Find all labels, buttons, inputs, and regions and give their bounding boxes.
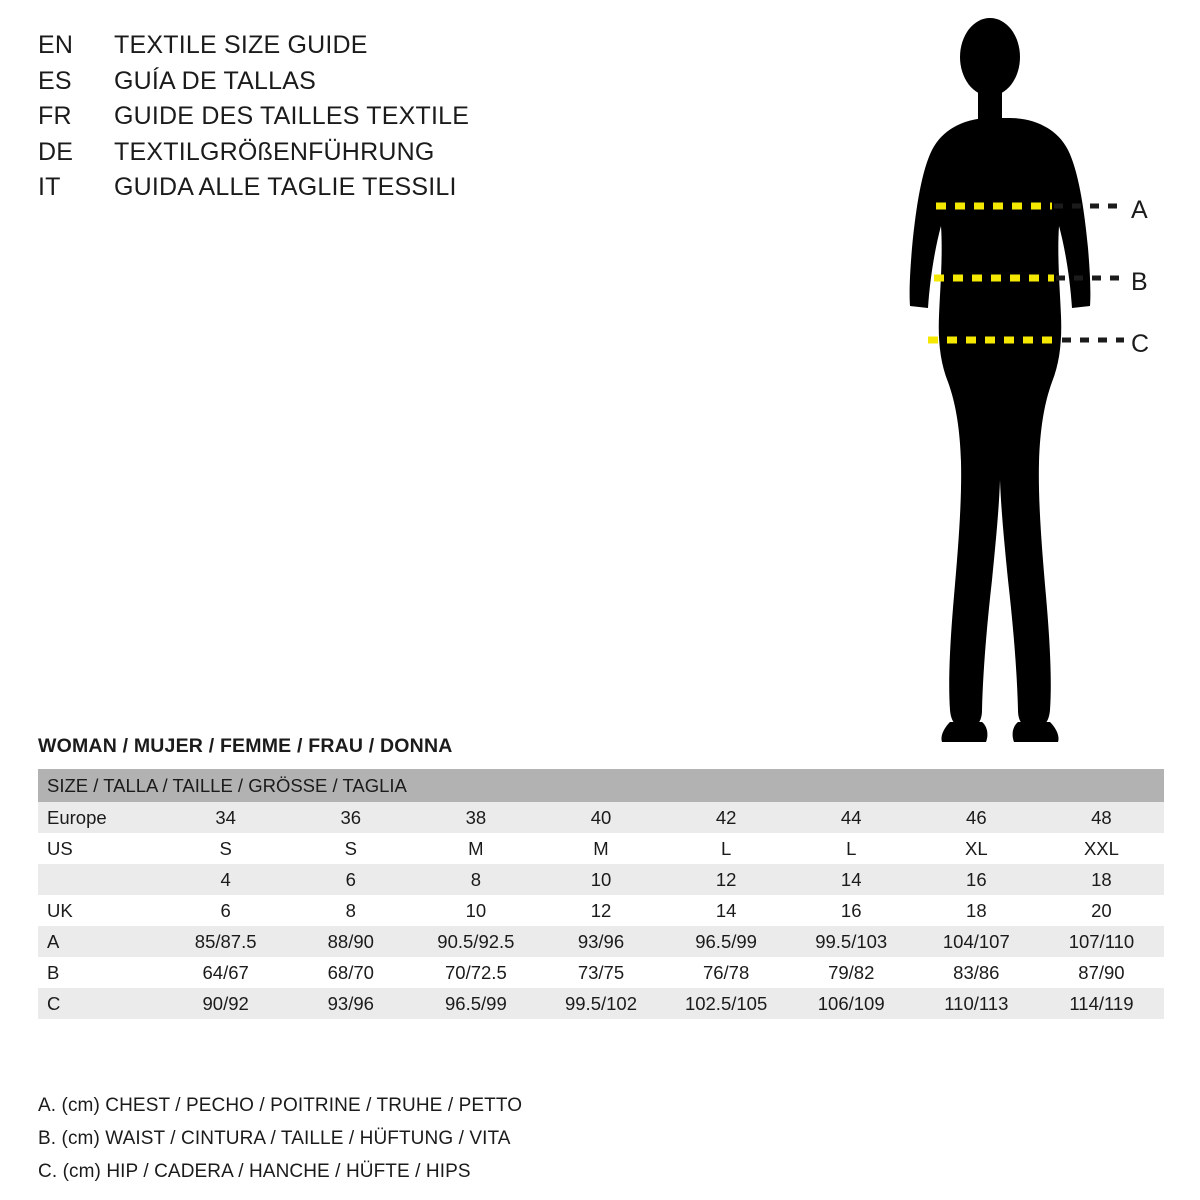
cell: 46: [914, 802, 1039, 833]
cell: 16: [789, 895, 914, 926]
cell: 4: [163, 864, 288, 895]
cell: 6: [288, 864, 413, 895]
cell: 99.5/102: [538, 988, 663, 1019]
table-row: [38, 957, 1164, 988]
footnote-b: B. (cm) WAIST / CINTURA / TAILLE / HÜFTUNG / VITA: [38, 1127, 511, 1149]
cell: 99.5/103: [789, 926, 914, 957]
cell: 68/70: [288, 957, 413, 988]
cell: 110/113: [914, 988, 1039, 1019]
cell: 10: [413, 895, 538, 926]
cell: L: [664, 833, 789, 864]
cell: 90.5/92.5: [413, 926, 538, 957]
title-block: [38, 28, 678, 206]
cell: 8: [413, 864, 538, 895]
cell: 14: [789, 864, 914, 895]
cell: 48: [1039, 802, 1164, 833]
title-row-de: [38, 135, 678, 171]
size-table-section: [38, 735, 1164, 1019]
title-lang-fr: FR: [38, 102, 72, 130]
title-row-it: [38, 170, 678, 206]
title-lang-es: ES: [38, 66, 72, 95]
cell: 90/92: [163, 988, 288, 1019]
cell: 93/96: [288, 988, 413, 1019]
row-label: C: [38, 988, 163, 1019]
row-label: Europe: [38, 802, 163, 833]
cell: 76/78: [664, 957, 789, 988]
cell: 79/82: [789, 957, 914, 988]
cell: L: [789, 833, 914, 864]
cell: 34: [163, 802, 288, 833]
cell: M: [413, 833, 538, 864]
cell: 64/67: [163, 957, 288, 988]
title-text-de: TEXTILGRÖßENFÜHRUNG: [114, 137, 435, 166]
cell: S: [288, 833, 413, 864]
cell: 12: [538, 895, 663, 926]
footnotes: [38, 1090, 838, 1189]
title-lang-en: EN: [38, 31, 74, 59]
title-text-fr: GUIDE DES TAILLES TEXTILE: [114, 102, 470, 130]
cell: 6: [163, 895, 288, 926]
title-row-es: [38, 64, 678, 100]
title-row-en: [38, 28, 678, 64]
row-label: B: [38, 957, 163, 988]
cell: XXL: [1039, 833, 1164, 864]
cell: 38: [413, 802, 538, 833]
cell: 106/109: [789, 988, 914, 1019]
size-table: [38, 769, 1164, 1019]
cell: 85/87.5: [163, 926, 288, 957]
cell: 96.5/99: [664, 926, 789, 957]
row-label: UK: [38, 895, 163, 926]
table-row: [38, 864, 1164, 895]
measurement-figure: [840, 10, 1200, 750]
row-label: [38, 864, 163, 895]
cell: 88/90: [288, 926, 413, 957]
footnote-a: A. (cm) CHEST / PECHO / POITRINE / TRUHE / PETTO: [38, 1095, 523, 1116]
figure-marker-c: C: [1131, 330, 1150, 358]
cell: 73/75: [538, 957, 663, 988]
cell: M: [538, 833, 663, 864]
cell: 70/72.5: [413, 957, 538, 988]
cell: 36: [288, 802, 413, 833]
footnote-c: C. (cm) HIP / CADERA / HANCHE / HÜFTE / HIPS: [38, 1160, 471, 1182]
cell: 83/86: [914, 957, 1039, 988]
title-text-en: TEXTILE SIZE GUIDE: [114, 31, 368, 59]
title-text-it: GUIDA ALLE TAGLIE TESSILI: [114, 173, 457, 201]
cell: 20: [1039, 895, 1164, 926]
row-label: US: [38, 833, 163, 864]
cell: 14: [664, 895, 789, 926]
cell: 42: [664, 802, 789, 833]
table-row: [38, 895, 1164, 926]
cell: XL: [914, 833, 1039, 864]
cell: 107/110: [1039, 926, 1164, 957]
table-header-label: SIZE / TALLA / TAILLE / GRÖSSE / TAGLIA: [38, 769, 1164, 802]
table-row: [38, 926, 1164, 957]
woman-silhouette-icon: [840, 10, 1200, 750]
cell: 40: [538, 802, 663, 833]
title-row-fr: [38, 99, 678, 135]
figure-marker-b: B: [1131, 268, 1148, 296]
title-lang-de: DE: [38, 137, 74, 166]
cell: 93/96: [538, 926, 663, 957]
cell: 114/119: [1039, 988, 1164, 1019]
cell: 12: [664, 864, 789, 895]
figure-marker-a: A: [1131, 196, 1148, 224]
cell: S: [163, 833, 288, 864]
title-lang-it: IT: [38, 173, 61, 201]
cell: 18: [1039, 864, 1164, 895]
cell: 87/90: [1039, 957, 1164, 988]
cell: 104/107: [914, 926, 1039, 957]
cell: 16: [914, 864, 1039, 895]
cell: 44: [789, 802, 914, 833]
cell: 96.5/99: [413, 988, 538, 1019]
table-heading: WOMAN / MUJER / FEMME / FRAU / DONNA: [38, 735, 453, 757]
cell: 8: [288, 895, 413, 926]
cell: 10: [538, 864, 663, 895]
cell: 18: [914, 895, 1039, 926]
table-row: [38, 802, 1164, 833]
table-row: [38, 833, 1164, 864]
cell: 102.5/105: [664, 988, 789, 1019]
table-row: [38, 988, 1164, 1019]
row-label: A: [38, 926, 163, 957]
table-header-row: [38, 769, 1164, 802]
title-text-es: GUÍA DE TALLAS: [114, 66, 316, 95]
